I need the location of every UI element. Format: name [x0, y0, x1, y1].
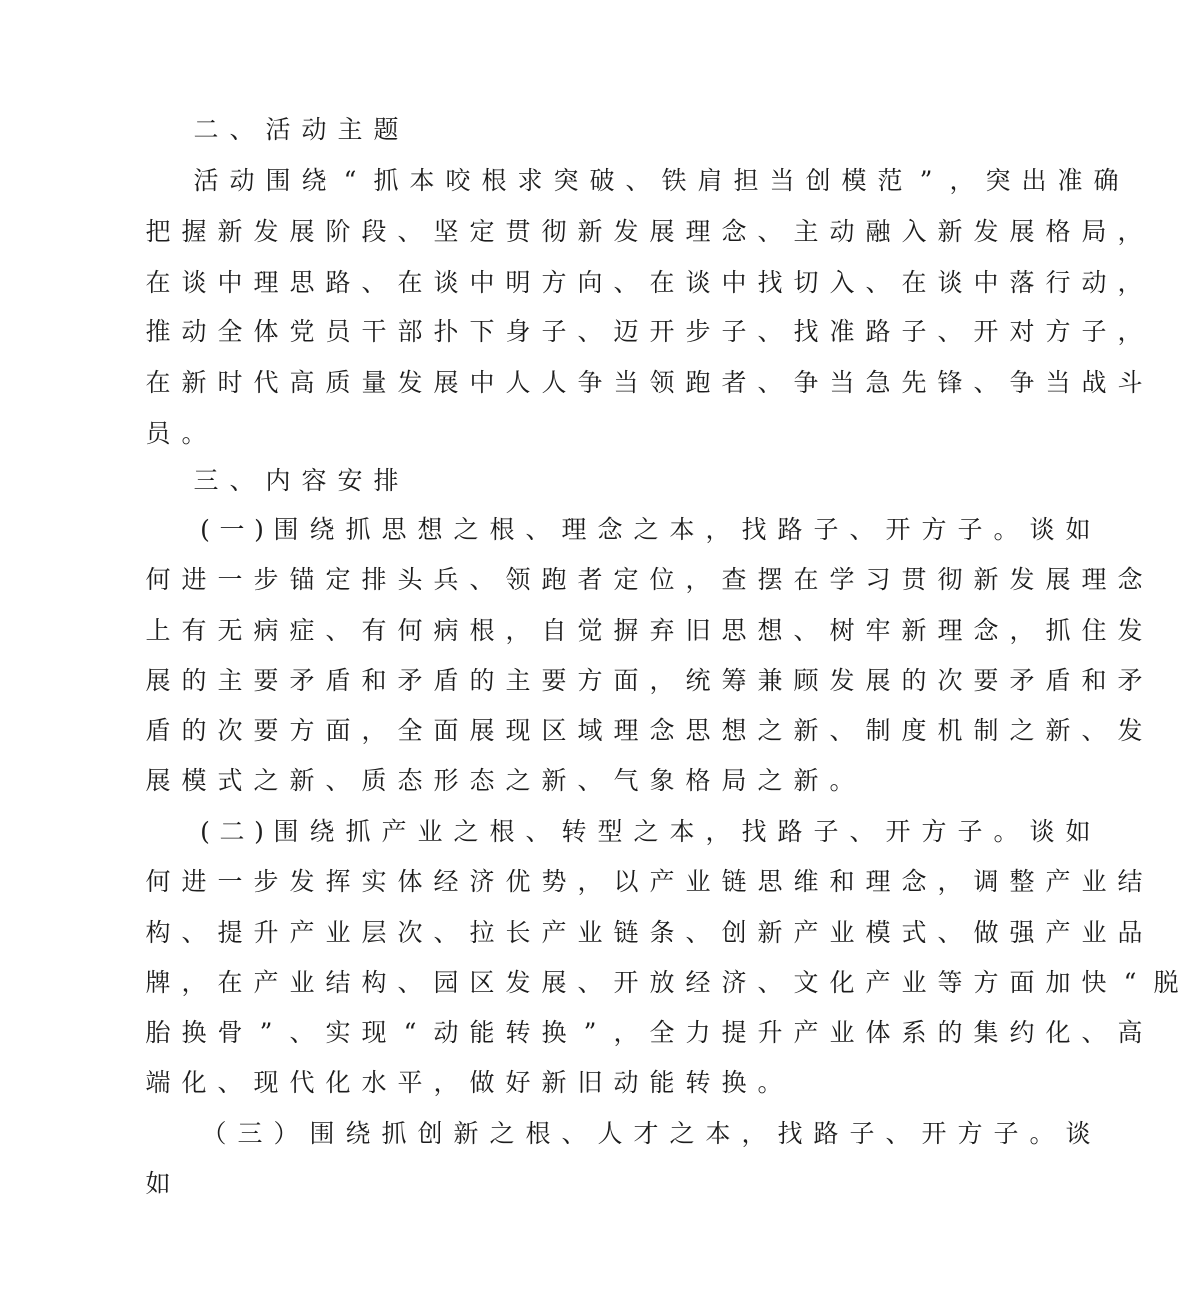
- document-page: 二 、 活 动 主 题 活 动 围 绕 “ 抓 本 咬 根 求 突 破 、 铁 肩 担 当 创 模 范 ” ， 突 出 准 确 把 握 新 发 展 阶 段 、 坚 定 贯 彻 新 发 展 理 念 、 主 动 融 入 新 发 展 格 局 ， 在 谈 中 理 思 路 、 在 谈 中 明 方 向 、 在 谈 中 找 切 入 、 在 谈 中 落 行 动 ， 推 动 全 体 党 员 干 部 扑 下 身 子 、 迈 开 步 子 、 找 准 路 子 、 开 对 方 子 ， 在 新 时 代 高 质 量 发 展 中 人 人 争 当 领 跑 者 、 争 当 急 先 锋 、 争 当 战 斗 员 。 三 、 内 容 安 排 ( 一 ) 围 绕 抓 思 想 之 根 、 理 念 之 本 ， 找 路 子 、 开 方 子 。 谈 如 何 进 一 步 锚 定 排 头 兵 、 领 跑 者 定 位 ， 查 摆 在 学 习 贯 彻 新 发 展 理 念 上 有 无 病 症 、 有 何 病 根 ， 自 觉 摒 弃 旧 思 想 、 树 牢 新 理 念 ， 抓 住 发 展 的 主 要 矛 盾 和 矛 盾 的 主 要 方 面 ， 统 筹 兼 顾 发 展 的 次 要 矛 盾 和 矛 盾 的 次 要 方 面 ， 全 面 展 现 区 域 理 念 思 想 之 新 、 制 度 机 制 之 新 、 发 展 模 式 之 新 、 质 态 形 态 之 新 、 气 象 格 局 之 新 。 ( 二 ) 围 绕 抓 产 业 之 根 、 转 型 之 本 ， 找 路 子 、 开 方 子 。 谈 如 何 进 一 步 发 挥 实 体 经 济 优 势 ， 以 产 业 链 思 维 和 理 念 ， 调 整 产 业 结 构 、 提 升 产 业 层 次 、 拉 长 产 业 链 条 、 创 新 产 业 模 式 、 做 强 产 业 品 牌 ， 在 产 业 结 构 、 园 区 发 展 、 开 放 经 济 、 文 化 产 业 等 方 面 加 快 “ 脱 胎 换 骨 ” 、 实 现 “ 动 能 转 换 ” ， 全 力 提 升 产 业 体 系 的 集 约 化 、 高 端 化 、 现 代 化 水 平 ， 做 好 新 旧 动 能 转 换 。 （ 三 ） 围 绕 抓 创 新 之 根 、 人 才 之 本 ， 找 路 子 、 开 方 子 。 谈 如: [0, 0, 920, 1301]
